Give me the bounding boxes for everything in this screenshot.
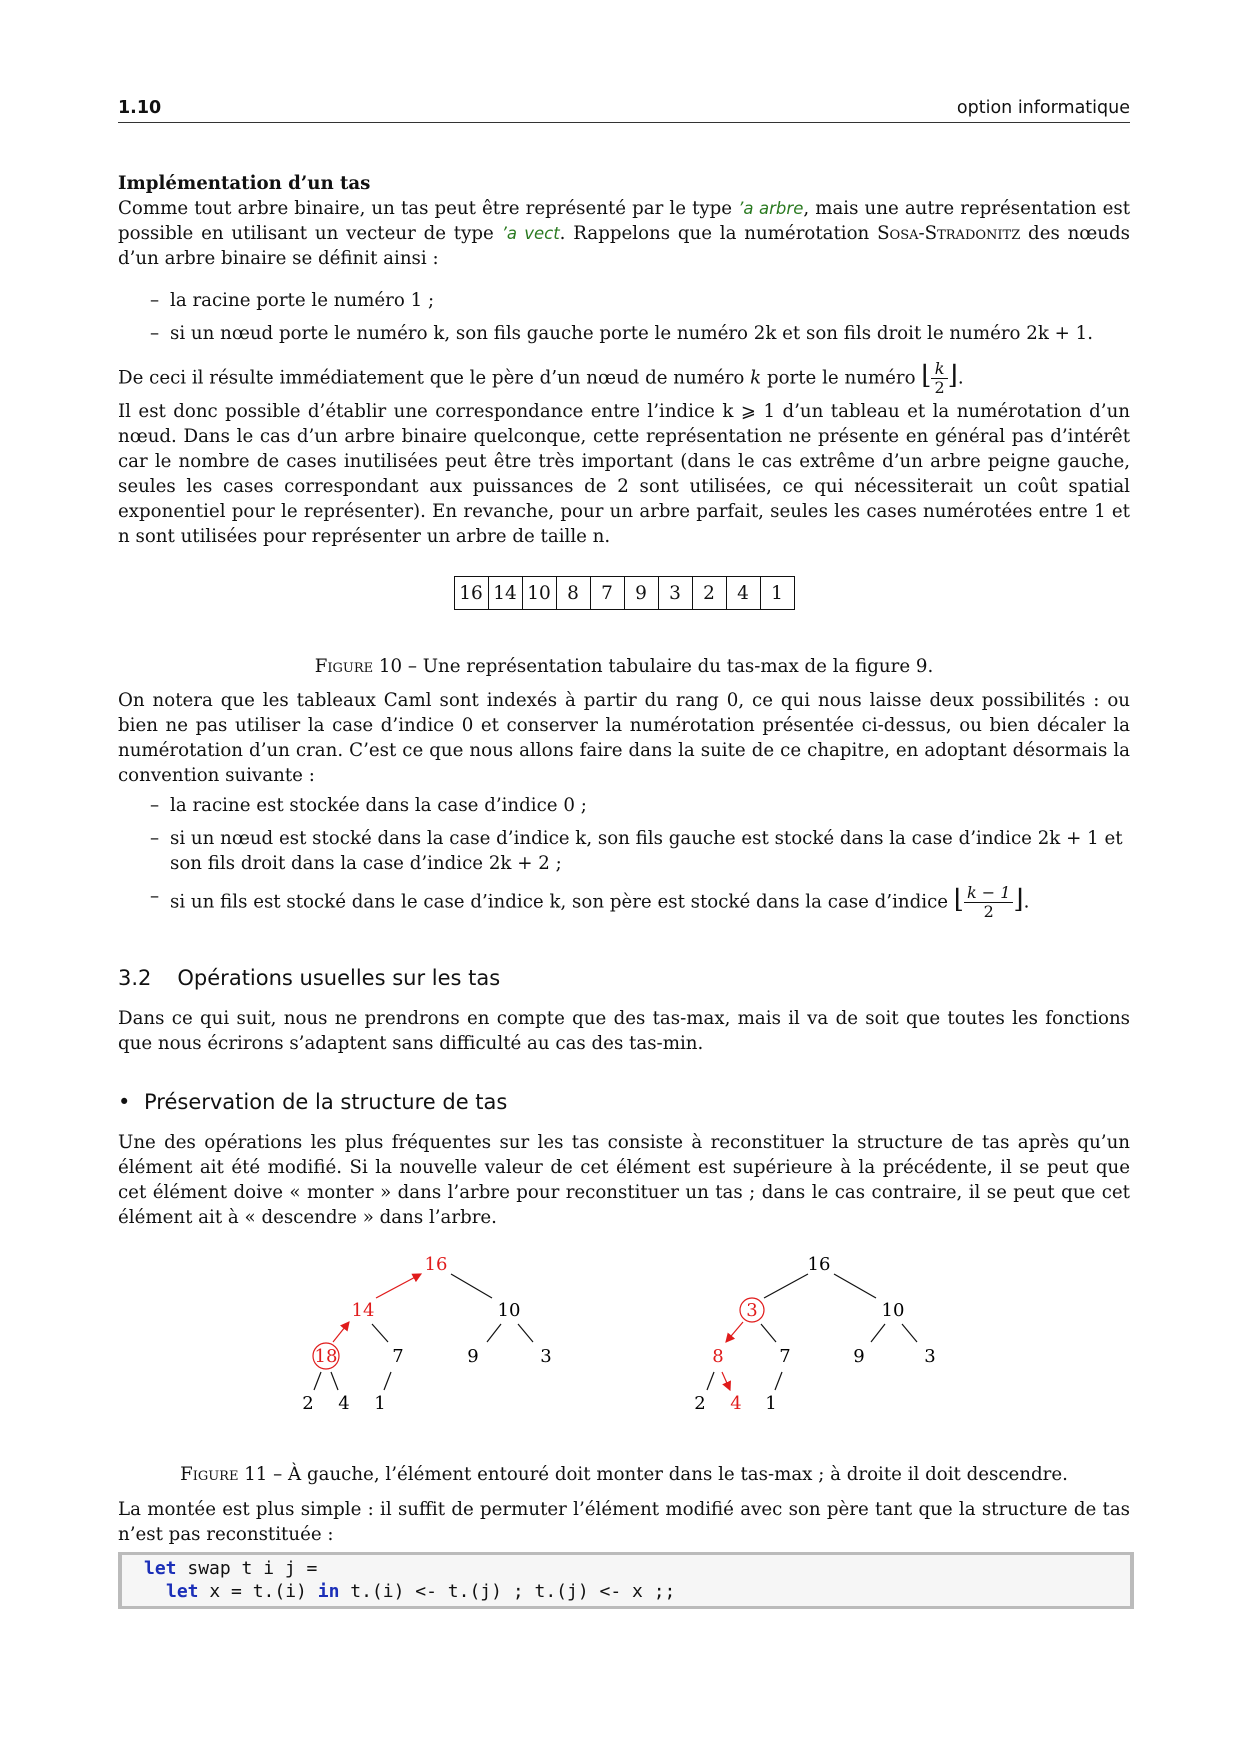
text-run: Comme tout arbre binaire, un tas peut être représenté par le type	[118, 198, 739, 219]
tree-node: 3	[924, 1346, 936, 1367]
arrow-up	[333, 1322, 349, 1342]
heap-array-figure	[118, 576, 1130, 610]
swap-intro-paragraph: La montée est plus simple : il suffit de permuter l’élément modifié avec son père tant que la structure de tas n’est pas reconstituée :	[118, 1499, 1130, 1545]
list-item: – si un nœud est stocké dans la case d’indice k, son fils gauche est stocké dans la case d’indice 2k + 1 et son fils droit dans la case d’indice 2k + 2 ;	[150, 828, 1123, 874]
tree-node: 2	[302, 1393, 314, 1414]
tree-node: 16	[424, 1254, 448, 1275]
parent-formula-paragraph: De ceci il résulte immédiatement que le père d’un nœud de numéro k porte le numéro ⌊ $\frac{k}{2}$ ⌋.	[118, 359, 964, 397]
caml-index-paragraph: On notera que les tableaux Caml sont indexés à partir du rang 0, ce qui nous laisse deux possibilités : ou bien ne pas utiliser la case d’indice 0 et conserver la numérotation présentée ci-dessus, ou bien décaler la numérotation d’un cran. C’est ce que nous allons faire dans la suite de ce chapitre, en adoptant désormais la convention suivante :	[118, 690, 1130, 786]
array-cell: 10	[522, 577, 556, 610]
code-line: let swap t i j =	[144, 1558, 318, 1579]
heap-array	[454, 576, 795, 610]
convention-list	[118, 793, 1130, 921]
right-tree	[694, 1254, 935, 1414]
tree-node: 10	[497, 1300, 521, 1321]
array-cell: 2	[692, 577, 726, 610]
tree-node: 3	[746, 1300, 758, 1321]
implementation-block	[118, 171, 1130, 271]
tree-node: 1	[374, 1393, 386, 1414]
text-run: des nœuds d’un arbre binaire se définit ainsi :	[118, 223, 1130, 269]
tree-node: 4	[338, 1393, 350, 1414]
array-cell: 8	[556, 577, 590, 610]
floor-fraction: ⌊ $\frac{k}{2}$ ⌋	[921, 359, 958, 397]
tree-node: 9	[853, 1346, 865, 1367]
text-run: . Rappelons que la numérotation	[559, 223, 878, 244]
list-item: – si un fils est stocké dans le case d’indice k, son père est stocké dans la case d’indice ⌊ $\frac{k - 1}{2}$ ⌋.	[150, 883, 1030, 921]
heap-trees-figure	[118, 1250, 1130, 1420]
implementation-paragraph	[118, 196, 1130, 271]
tree-node: 4	[730, 1393, 742, 1414]
tree-node: 14	[351, 1300, 375, 1321]
tree-node: 2	[694, 1393, 706, 1414]
list-item: – la racine porte le numéro 1 ;	[150, 290, 435, 311]
list-item: – la racine est stockée dans la case d’indice 0 ;	[150, 795, 587, 816]
section-heading: 3.2 Opérations usuelles sur les tas	[118, 966, 501, 990]
arrow-up	[376, 1274, 421, 1298]
section-paragraph: Dans ce qui suit, nous ne prendrons en compte que des tas-max, mais il va de soit que toutes les fonctions que nous écrirons s’adaptent sans difficulté au cas des tas-min.	[118, 1008, 1130, 1054]
chapter-title: option informatique	[956, 98, 1130, 118]
array-cell: 16	[454, 577, 488, 610]
tree-node: 9	[467, 1346, 479, 1367]
type-vect: ’a vect	[501, 224, 560, 243]
tree-node: 7	[779, 1346, 791, 1367]
array-cell: 3	[658, 577, 692, 610]
type-arbre: ’a arbre	[738, 199, 804, 218]
array-cell: 4	[726, 577, 760, 610]
array-cell: 9	[624, 577, 658, 610]
tree-node: 8	[712, 1346, 724, 1367]
tree-node: 7	[392, 1346, 404, 1367]
sosa-stradonitz: Sosa-Stradonitz	[877, 223, 1021, 244]
array-cell: 7	[590, 577, 624, 610]
floor-fraction: ⌊ $\frac{k - 1}{2}$ ⌋	[953, 883, 1024, 921]
figure11-caption: Figure 11 – À gauche, l’élément entouré doit monter dans le tas-max ; à droite il doit descendre.	[180, 1464, 1068, 1486]
array-cell: 14	[488, 577, 522, 610]
preservation-paragraph: Une des opérations les plus fréquentes sur les tas consiste à reconstituer la structure de tas après qu’un élément ait été modifié. Si la nouvelle valeur de cet élément est supérieure à la précédente, il se peut que cet élément doive « monter » dans l’arbre pour reconstituer un tas ; dans le cas contraire, il se peut que cet élément ait à « descendre » dans l’arbre.	[118, 1132, 1130, 1228]
arrow-down	[726, 1322, 743, 1342]
implementation-heading: Implémentation d’un tas	[118, 173, 371, 194]
tree-node: 1	[765, 1393, 777, 1414]
list-item: – si un nœud porte le numéro k, son fils gauche porte le numéro 2k et son fils droit le numéro 2k + 1.	[150, 323, 1093, 344]
tree-node: 18	[314, 1346, 338, 1367]
tree-node: 10	[881, 1300, 905, 1321]
page-number: 1.10	[118, 98, 162, 118]
tree-node: 16	[807, 1254, 831, 1275]
numbering-list	[118, 288, 1130, 346]
page-header	[118, 98, 1130, 123]
text-run: , mais une autre représentation est possible en utilisant un vecteur de type	[118, 198, 1131, 244]
correspondence-paragraph: Il est donc possible d’établir une correspondance entre l’indice k ⩾ 1 d’un tableau et la numérotation d’un nœud. Dans le cas d’un arbre binaire quelconque, cette représentation ne présente en général pas d’intérêt car le nombre de cases inutilisées peut être très important (dans le cas extrême d’un arbre peigne gauche, seules les cases correspondant aux puissances de 2 sont utilisées, ce qui nécessiterait un coût spatial exponentiel pour le représenter). En revanche, pour un arbre parfait, seules les cases numérotées entre 1 et n sont utilisées pour représenter un arbre de taille n.	[118, 401, 1130, 547]
code-block	[118, 1552, 1134, 1609]
left-tree	[302, 1254, 551, 1414]
subsection-heading: • Préservation de la structure de tas	[118, 1090, 508, 1114]
figure10-caption: Figure 10 – Une représentation tabulaire du tas-max de la figure 9.	[314, 656, 934, 678]
arrow-down	[722, 1372, 730, 1390]
array-cell: 1	[760, 577, 794, 610]
code-line: let x = t.(i) in t.(i) <- t.(j) ; t.(j) <- x ;;	[166, 1581, 676, 1602]
tree-node: 3	[540, 1346, 552, 1367]
